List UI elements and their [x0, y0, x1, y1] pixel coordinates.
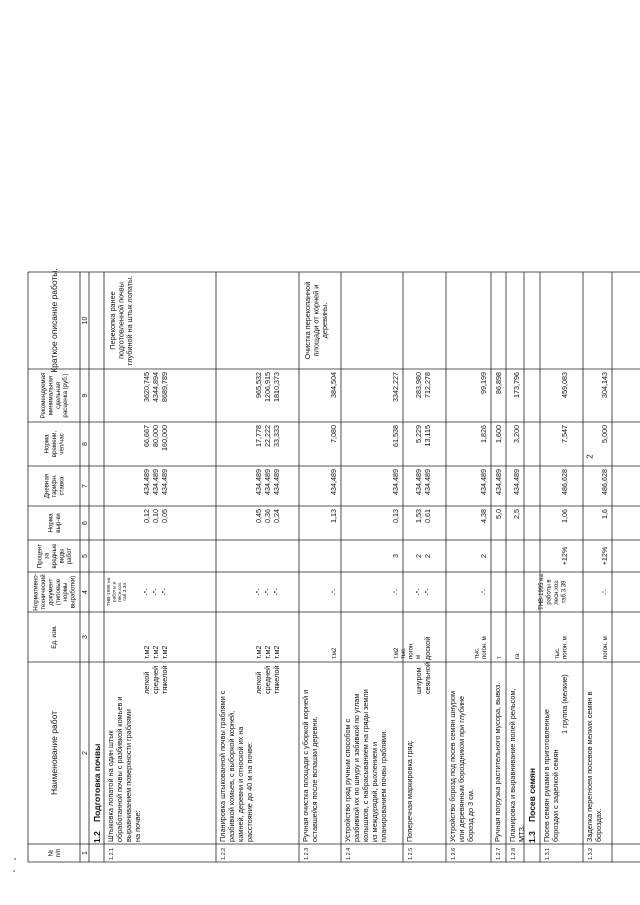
work-name: Ручная очистка площади с уборкой корней и: [301, 689, 310, 842]
rec-price-value: 173,796: [512, 372, 521, 398]
daily-rate-value: 434,489: [329, 469, 338, 495]
work-name: разбивкой их по шнуру и забивкой по углам: [352, 693, 361, 842]
daily-rate-value: 434,489: [142, 469, 151, 495]
row-number: 1.3.2: [588, 847, 594, 860]
header-col-daily-rate: ставка: [58, 476, 66, 496]
column-number: 6: [82, 521, 89, 525]
norm-output-value: 0,12: [142, 509, 151, 523]
column-number: 8: [82, 442, 89, 446]
percent-value: +12%: [600, 546, 609, 566]
rec-price-value: 99,199: [479, 372, 488, 394]
daily-rate-value: 434,489: [414, 469, 423, 495]
work-subitem: легкой: [142, 671, 151, 694]
doc-reference: -"-: [332, 588, 338, 596]
header-col-percent: работ: [65, 547, 73, 565]
doc-reference: таб.3.39: [561, 580, 568, 604]
work-description: Очистка перекопанной: [303, 281, 312, 360]
work-name: Ручная погрузка растительного мусора, вывоз.: [493, 682, 502, 842]
unit-value: погон.: [408, 642, 415, 659]
header-col-percent: Процент: [36, 543, 44, 569]
norm-time-value: 7,080: [329, 425, 338, 443]
work-subitem: сеяльной доской: [423, 636, 432, 694]
doc-reference: -"-: [414, 588, 423, 596]
doc-reference: -"-: [603, 588, 609, 596]
work-name: выравниванием поверхности граблями: [124, 709, 133, 842]
doc-reference: -"-: [160, 588, 169, 596]
unit-value: погон. м: [482, 636, 488, 659]
work-name: разбивкой комьев, с выборкой корней,: [227, 710, 236, 842]
rec-price-value: 86,898: [494, 372, 503, 394]
norm-time-value: 61,538: [391, 425, 400, 447]
rec-price-value: 3342,227: [391, 372, 400, 402]
work-name: Посев семян руками в приготовленные: [542, 709, 551, 842]
rec-price-value: 384,504: [329, 372, 338, 398]
row-number: 1.3.1: [545, 847, 551, 860]
percent-value: +12%: [560, 546, 569, 566]
work-subitem: 1 группа (мелкие): [560, 674, 569, 734]
rec-price-value: 712,278: [423, 372, 432, 398]
work-name: Устройство борозд под посев семян шнуром: [448, 690, 457, 842]
daily-rate-value: 434,489: [391, 469, 400, 495]
unit-value: га: [515, 653, 521, 659]
unit-value: тыс.: [474, 647, 481, 659]
column-number: 7: [82, 484, 89, 488]
work-name: камней, деревни и отноской их на: [236, 726, 245, 842]
doc-reference: -"-: [482, 588, 488, 596]
unit-value: т.м2: [272, 645, 281, 659]
work-subitem: легкой: [254, 671, 263, 694]
unit-value: тыс.: [401, 647, 407, 659]
norm-time-value: 80,000: [151, 425, 160, 447]
norm-output-value: 0,24: [272, 509, 281, 523]
header-col-doc: (типовые: [54, 578, 62, 606]
section-number: 1.2: [92, 831, 102, 843]
rec-price-value: 304,143: [600, 372, 609, 398]
daily-rate-value: 486,628: [560, 469, 569, 495]
header-col-percent: за: [43, 552, 51, 560]
unit-value: погон. м: [562, 636, 569, 659]
work-subitem: тяжелой: [272, 665, 281, 694]
header-col-daily-rate: Дневная: [43, 473, 51, 499]
row-number: 1.2.8: [511, 847, 517, 860]
rec-price-value: 283,980: [414, 372, 423, 398]
work-name: обработанной почвы с разбивкой комьев и: [115, 696, 124, 842]
work-description: площади от корней и: [311, 284, 321, 357]
work-name: бороздки с заделкой семян: [551, 749, 560, 842]
unit-value: т.м2: [160, 645, 169, 659]
norm-output-value: 0,10: [151, 509, 160, 523]
header-col-unit: Ед. изм.: [51, 625, 59, 649]
norm-output-value: 0,05: [160, 509, 169, 523]
norm-output-value: 0,36: [263, 509, 272, 523]
row-number: 1.2.6: [451, 847, 457, 860]
work-subitem: шнуром: [414, 667, 423, 694]
norm-output-value: 0,13: [391, 509, 400, 523]
unit-value: м: [416, 654, 422, 659]
percent-value: 3: [391, 554, 400, 558]
work-description: Перекопка ранее: [108, 291, 117, 350]
work-name: Планировка штыкованной почвы граблями с: [218, 690, 227, 842]
header-col-norm-output: Норма: [47, 513, 55, 533]
unit-value: т.м2: [142, 645, 151, 659]
work-subitem: средней: [151, 665, 160, 694]
section-number: 1.3: [527, 831, 537, 843]
page-number: 2: [585, 454, 595, 459]
unit-value: погон. м: [603, 636, 609, 659]
header-col-norm-time: времени,: [51, 430, 59, 458]
header-col-num: п/п: [54, 848, 62, 858]
header-col-doc: документ: [47, 578, 55, 606]
header-col-desc: Краткое описание работы.: [48, 268, 59, 373]
work-subitem: средней: [263, 665, 272, 694]
row-number: 1.2.7: [496, 847, 502, 860]
row-number: 1.2.1: [109, 847, 115, 860]
rec-price-value: 965,532: [254, 372, 263, 398]
norm-output-value: 4,38: [479, 509, 488, 523]
doc-reference: -"-: [394, 588, 400, 596]
header-col-percent: вредные: [51, 543, 59, 569]
work-name: колышков, с набрасыванием на гряды земли: [361, 689, 370, 842]
unit-value: т.м2: [332, 647, 338, 659]
work-name: Заделка перегноем посевов мелких семян в: [585, 691, 594, 842]
column-number: 9: [82, 393, 89, 398]
daily-rate-value: 434,489: [272, 469, 281, 495]
column-number: 4: [82, 590, 89, 594]
scan-speck: [14, 858, 16, 860]
row-number: 1.2.2: [221, 847, 227, 860]
header-col-norm-time: Норма: [43, 434, 51, 454]
rec-price-value: 8689,789: [160, 372, 169, 402]
norm-time-value: 5,000: [600, 425, 609, 443]
norm-time-value: 7,547: [560, 425, 569, 443]
unit-value: т.м2: [254, 645, 263, 659]
norm-output-value: 5,0: [494, 509, 503, 519]
norm-time-value: 22,222: [263, 425, 272, 447]
doc-reference: таб.3.34: [123, 582, 129, 602]
norm-time-value: 1,826: [479, 425, 488, 443]
header-col-doc: технический: [39, 574, 47, 610]
daily-rate-value: 434,489: [151, 469, 160, 495]
doc-reference: ТНВ-1995 на: [539, 574, 545, 610]
daily-rate-value: 434,489: [423, 469, 432, 495]
unit-value: т.м2: [151, 645, 160, 659]
header-col-rec-price: расценка (руб.): [62, 373, 70, 418]
doc-reference: -"-: [272, 588, 281, 596]
norm-output-value: 1,6: [600, 509, 609, 519]
daily-rate-value: 434,489: [263, 469, 272, 495]
header-col-daily-rate: тарифн.: [51, 474, 59, 498]
unit-value: т.м2: [394, 647, 400, 659]
doc-reference: -"-: [423, 588, 432, 596]
daily-rate-value: 434,489: [254, 469, 263, 495]
norm-output-value: 0,45: [254, 509, 263, 523]
section-title: Подготовка почвы: [92, 743, 102, 822]
header-col-doc: нормы: [62, 582, 70, 602]
percent-value: 2: [423, 554, 432, 558]
norm-time-value: 66,667: [142, 425, 151, 447]
column-number: 3: [82, 635, 89, 639]
rec-price-value: 1810,373: [272, 372, 281, 402]
column-number: 1: [82, 851, 89, 855]
scan-speck: [13, 870, 15, 872]
work-description: деревины.: [320, 302, 329, 339]
work-name: бороздах.: [594, 808, 603, 842]
work-name: планированием почвы граблями.: [379, 729, 388, 842]
norm-time-value: 17,778: [254, 425, 263, 447]
work-name: на почве:: [133, 810, 142, 842]
header-col-norm-output: выр-ки: [54, 513, 62, 533]
doc-reference: -"-: [151, 588, 160, 596]
norm-output-value: 1,13: [329, 509, 338, 523]
header-col-rec-price: Рекомендуемая: [39, 372, 47, 419]
norm-output-value: 2,5: [512, 509, 521, 519]
row-number: 1.2.3: [304, 847, 310, 860]
work-description: глубиной на штык лопаты.: [125, 275, 134, 366]
rec-price-value: 1206,915: [263, 372, 272, 402]
work-description: подготовленной почвы: [116, 282, 126, 359]
norm-time-value: 1,600: [494, 425, 503, 443]
doc-reference: лесн.хоз.: [117, 581, 123, 603]
rec-price-value: 3620,745: [142, 372, 151, 402]
doc-reference: работы в: [546, 579, 553, 605]
unit-value: т.м2: [263, 645, 272, 659]
work-name: оставшейся после вспашки деревни.: [310, 716, 319, 842]
percent-value: 2: [414, 554, 423, 558]
rec-price-value: 459,083: [560, 372, 569, 398]
norm-output-value: 1,53: [414, 509, 423, 523]
work-name: борозд до 3 см.: [466, 789, 475, 842]
header-col-doc: Нормативно-: [32, 573, 40, 611]
doc-reference: работы в: [112, 581, 118, 603]
percent-value: 2: [479, 554, 488, 558]
doc-reference: -"-: [254, 588, 263, 596]
doc-reference: ТНВ-1995 на: [107, 577, 112, 607]
norm-time-value: 33,333: [272, 425, 281, 447]
section-title: Посев семян: [527, 768, 537, 822]
norm-time-value: 5,229: [414, 425, 423, 443]
work-name: Поперечная маркировка гряд:: [405, 740, 414, 842]
norm-output-value: 0,61: [423, 509, 432, 523]
doc-reference: -"-: [142, 588, 151, 596]
header-col-percent: виды: [58, 548, 66, 564]
daily-rate-value: 434,489: [479, 469, 488, 495]
work-name: МТЗ.: [517, 825, 526, 842]
unit-value: тыс.: [555, 647, 561, 659]
header-col-rec-price: сдельная: [54, 382, 62, 409]
work-name: из междурядий, рыхлением и: [370, 741, 379, 842]
header-col-norm-time: чел/час: [58, 433, 66, 455]
norm-time-value: 160,000: [160, 425, 169, 451]
header-col-doc: выработки): [69, 575, 77, 609]
column-number: 2: [82, 751, 89, 755]
norm-output-value: 1,06: [560, 509, 569, 523]
unit-value: т: [497, 656, 503, 659]
doc-reference: лесн.хоз.: [554, 579, 560, 605]
header-col-name: Наименование работ: [48, 710, 59, 796]
daily-rate-value: 434,489: [512, 469, 521, 495]
work-subitem: тяжелой: [160, 665, 169, 694]
column-number: 5: [82, 554, 89, 558]
work-name: или деревянным бороздником при глубине: [457, 695, 466, 842]
work-name: Устройство гряд ручным способом с: [343, 718, 352, 842]
column-number: 10: [82, 316, 89, 325]
row-number: 1.2.5: [408, 847, 414, 860]
daily-rate-value: 434,489: [494, 469, 503, 495]
daily-rate-value: 486,628: [600, 469, 609, 495]
norm-time-value: 3,200: [512, 425, 521, 443]
header-col-rec-price: минимальная: [47, 375, 55, 416]
norm-time-value: 13,115: [423, 425, 432, 447]
row-number: 1.2.4: [346, 847, 352, 860]
work-name: Планировка и выравнивание полей рельсом,: [508, 688, 517, 842]
work-name: расстояние до 40 м на почве:: [245, 741, 254, 842]
doc-reference: -"-: [263, 588, 272, 596]
daily-rate-value: 434,489: [160, 469, 169, 495]
rec-price-value: 4344,894: [151, 372, 160, 402]
work-name: Штыковка лопатой на один штык: [106, 730, 115, 842]
header-col-num: №: [47, 849, 55, 857]
